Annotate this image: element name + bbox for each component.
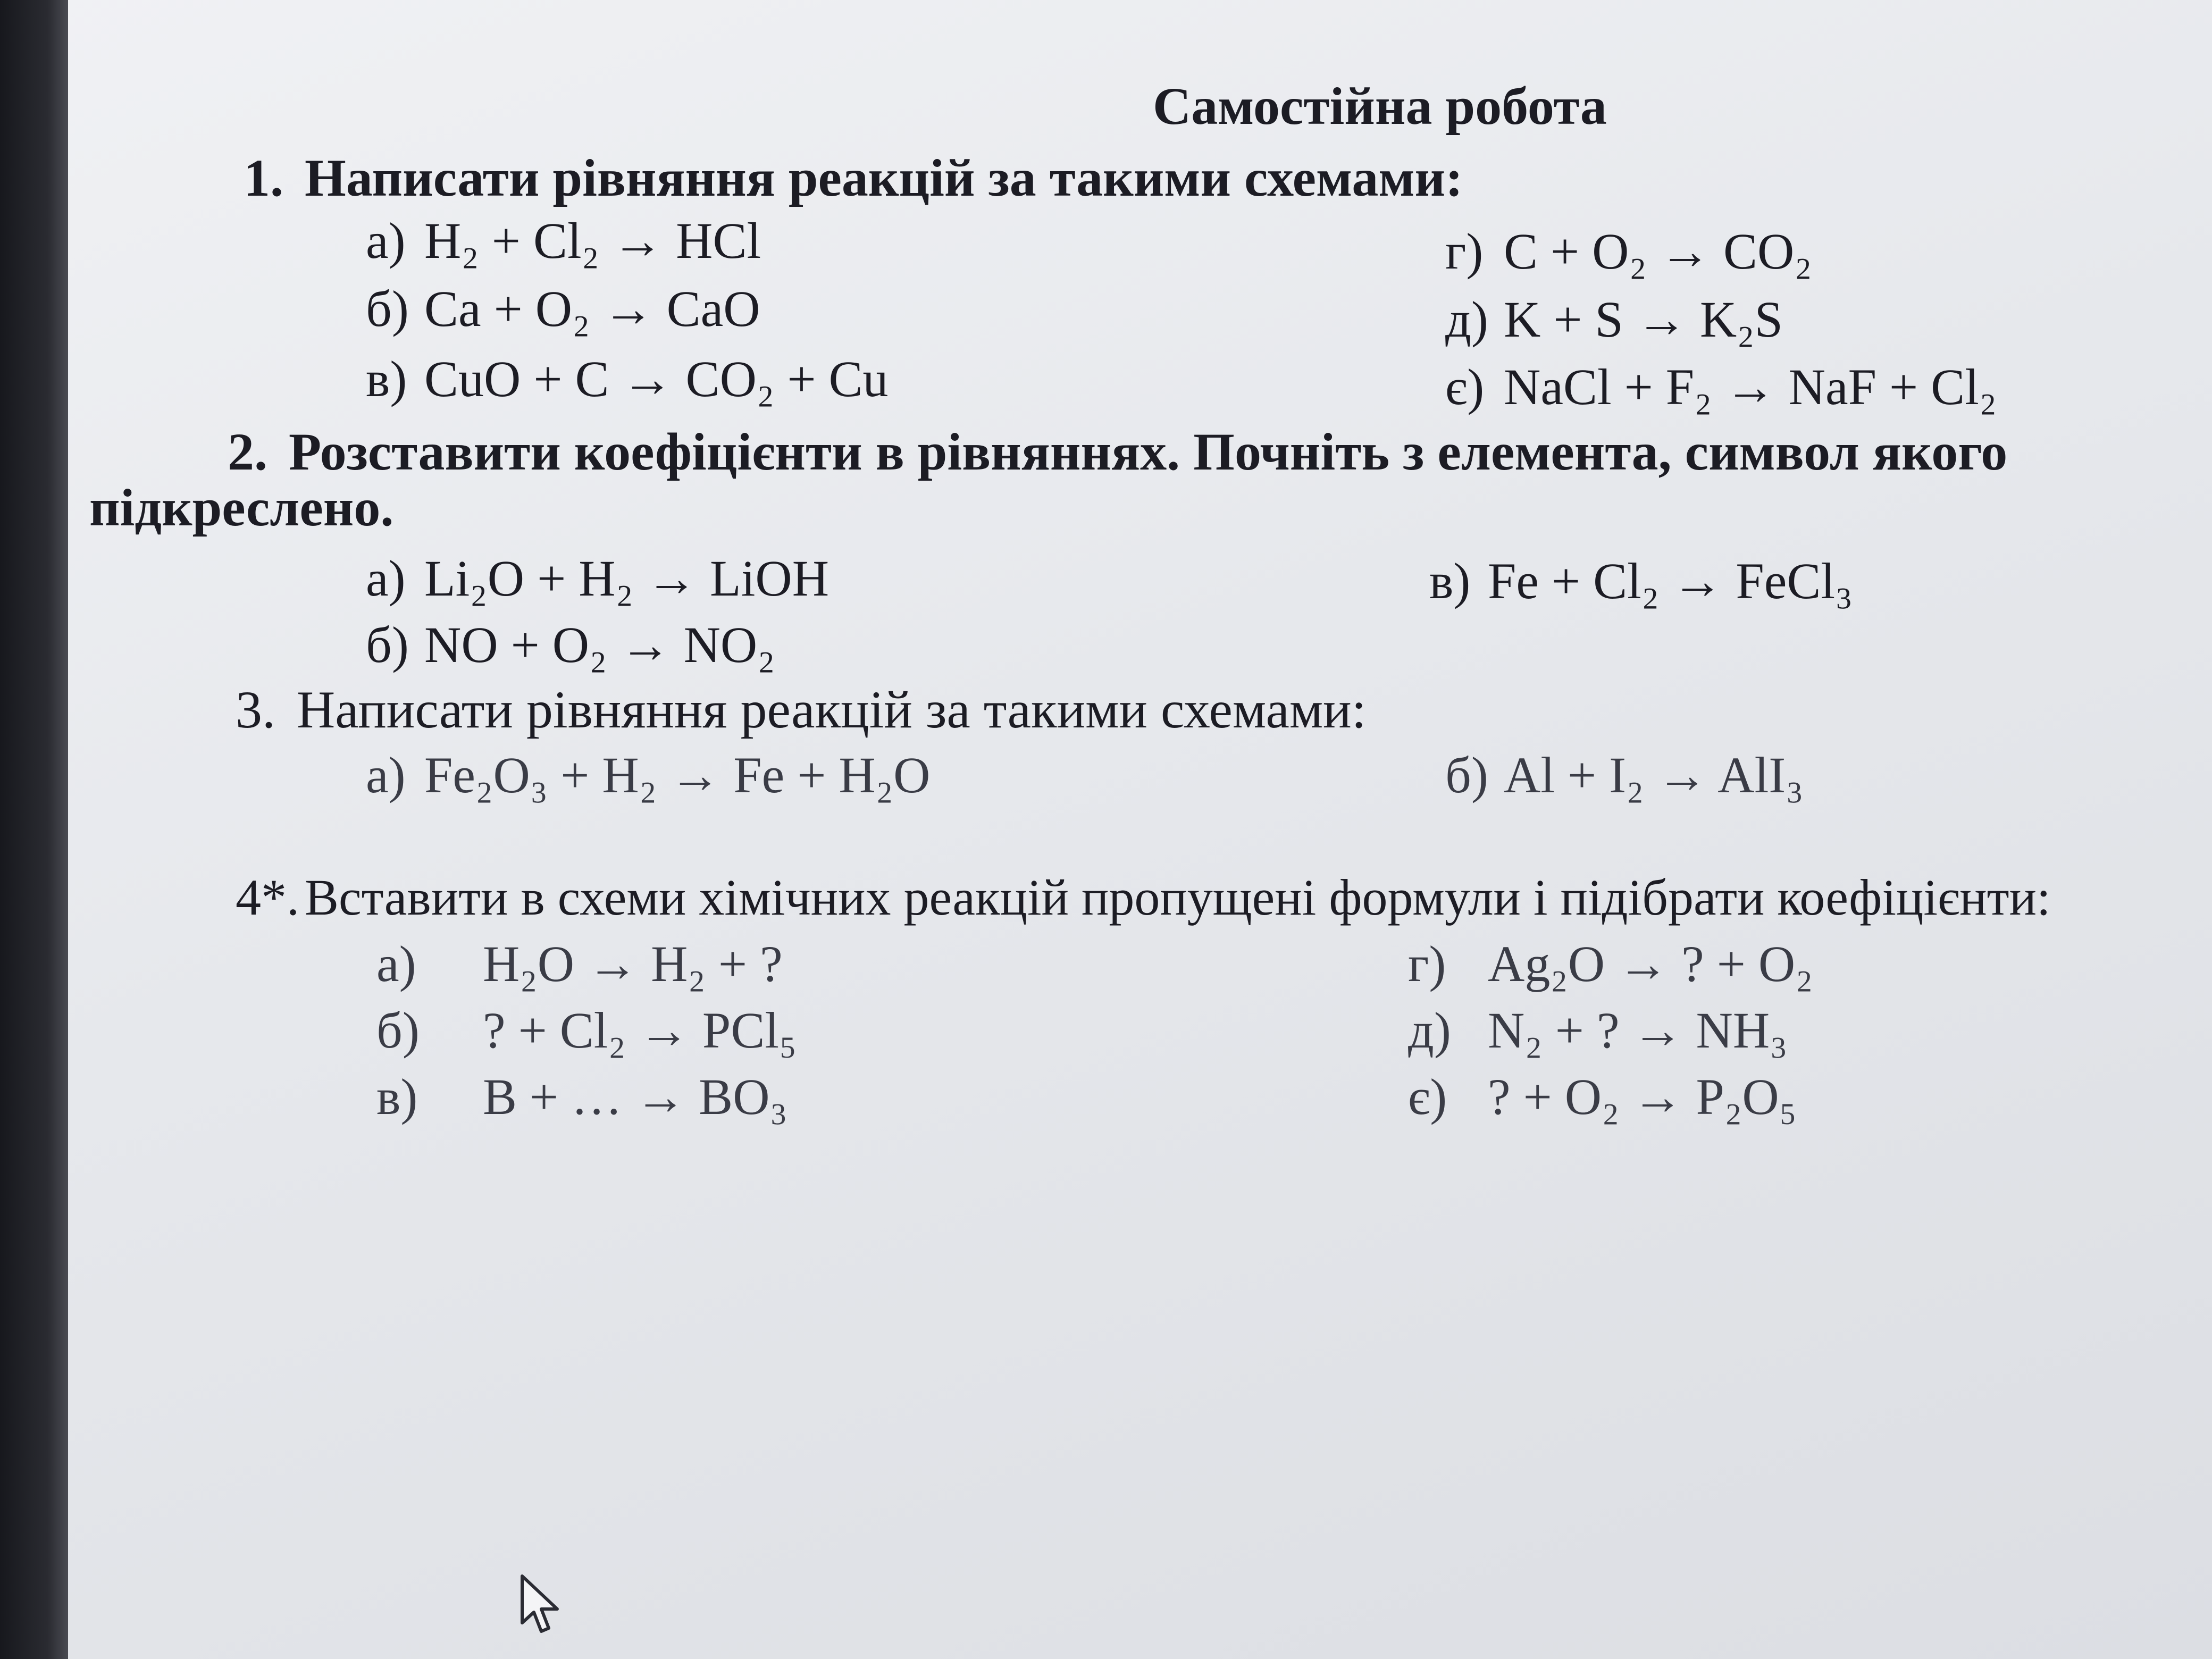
task4-heading <box>236 869 2051 926</box>
item-label: б) <box>366 616 409 673</box>
item-label: б) <box>1445 747 1488 803</box>
task2-item-b <box>366 616 775 673</box>
equation: Al + I₂ → AlI₃ <box>1504 747 1804 803</box>
task2-heading-line1: Розставити коефіцієнти в рівняннях. Почніть з елемента, символ якого <box>289 422 2008 481</box>
task3-number: 3. <box>236 680 275 739</box>
task4-item-e <box>1408 1002 1788 1059</box>
page-title: Самостійна робота <box>1153 77 1607 136</box>
equation: Fe₂O₃ + H₂ → Fe + H₂O <box>424 747 931 803</box>
item-label: в) <box>366 350 407 407</box>
equation: ? + Cl₂ → PCl₅ <box>483 1002 797 1059</box>
item-label: д) <box>1408 1002 1451 1059</box>
task2-item-a <box>366 550 830 607</box>
task4-item-d <box>1408 935 1813 992</box>
equation: H₂ + Cl₂ → HCl <box>424 212 761 269</box>
item-label: в) <box>1429 552 1471 609</box>
task1-item-d <box>1445 223 1812 280</box>
item-label: а) <box>366 747 406 803</box>
mouse-cursor-icon <box>520 1574 563 1638</box>
equation: NaCl + F₂ → NaF + Cl₂ <box>1504 358 1997 415</box>
equation: H₂O → H₂ + ? <box>483 935 783 992</box>
task3-item-a <box>366 747 931 803</box>
item-label: а) <box>376 935 416 992</box>
equation: C + O₂ → CO₂ <box>1504 223 1812 280</box>
task3-heading <box>236 680 1367 739</box>
item-label: г) <box>1408 935 1446 992</box>
task1-number: 1. <box>244 148 283 207</box>
task1-item-c <box>366 350 889 407</box>
task3-item-b <box>1445 747 1804 803</box>
task4-number: 4*. <box>236 869 299 926</box>
equation: B + … → BO₃ <box>483 1068 787 1125</box>
task3-heading-text: Написати рівняння реакцій за такими схемами: <box>297 680 1367 739</box>
task2-heading-line2: підкреслено. <box>89 478 394 537</box>
task4-heading-text: Вставити в схеми хімічних реакцій пропущені формули і підібрати коефіцієнти: <box>305 869 2051 926</box>
item-label: д) <box>1445 291 1488 348</box>
equation: Ca + O₂ → CaO <box>424 280 760 337</box>
item-label: є) <box>1445 358 1485 415</box>
item-label: г) <box>1445 223 1484 280</box>
task2-number: 2. <box>228 422 267 481</box>
equation: ? + O₂ → P₂O₅ <box>1488 1068 1797 1125</box>
task1-item-f <box>1445 358 1997 415</box>
task4-item-a <box>376 935 783 992</box>
task4-item-c <box>376 1068 787 1125</box>
item-label: є) <box>1408 1068 1447 1125</box>
task1-heading-text: Написати рівняння реакцій за такими схемами: <box>305 148 1463 207</box>
item-label: а) <box>366 550 406 607</box>
task2-item-c <box>1429 552 1853 609</box>
item-label: б) <box>376 1002 420 1059</box>
equation: NO + O₂ → NO₂ <box>424 616 775 673</box>
equation: CuO + C → CO₂ + Cu <box>424 350 889 407</box>
task4-item-f <box>1408 1068 1797 1125</box>
task1-item-a <box>366 212 761 269</box>
task4-item-b <box>376 1002 797 1059</box>
task1-heading <box>244 148 1463 207</box>
task1-item-e <box>1445 291 1783 348</box>
document-page <box>68 0 2212 1659</box>
equation: Ag₂O → ? + O₂ <box>1488 935 1813 992</box>
item-label: в) <box>376 1068 418 1125</box>
equation: Li₂O + H₂ → LiOH <box>424 550 830 607</box>
equation: Fe + Cl₂ → FeCl₃ <box>1488 552 1853 609</box>
equation: K + S → K₂S <box>1504 291 1783 348</box>
task1-item-b <box>366 280 760 337</box>
monitor-bezel <box>0 0 68 1659</box>
item-label: б) <box>366 280 409 337</box>
item-label: а) <box>366 212 406 269</box>
equation: N₂ + ? → NH₃ <box>1488 1002 1788 1059</box>
task2-heading <box>228 422 2008 481</box>
